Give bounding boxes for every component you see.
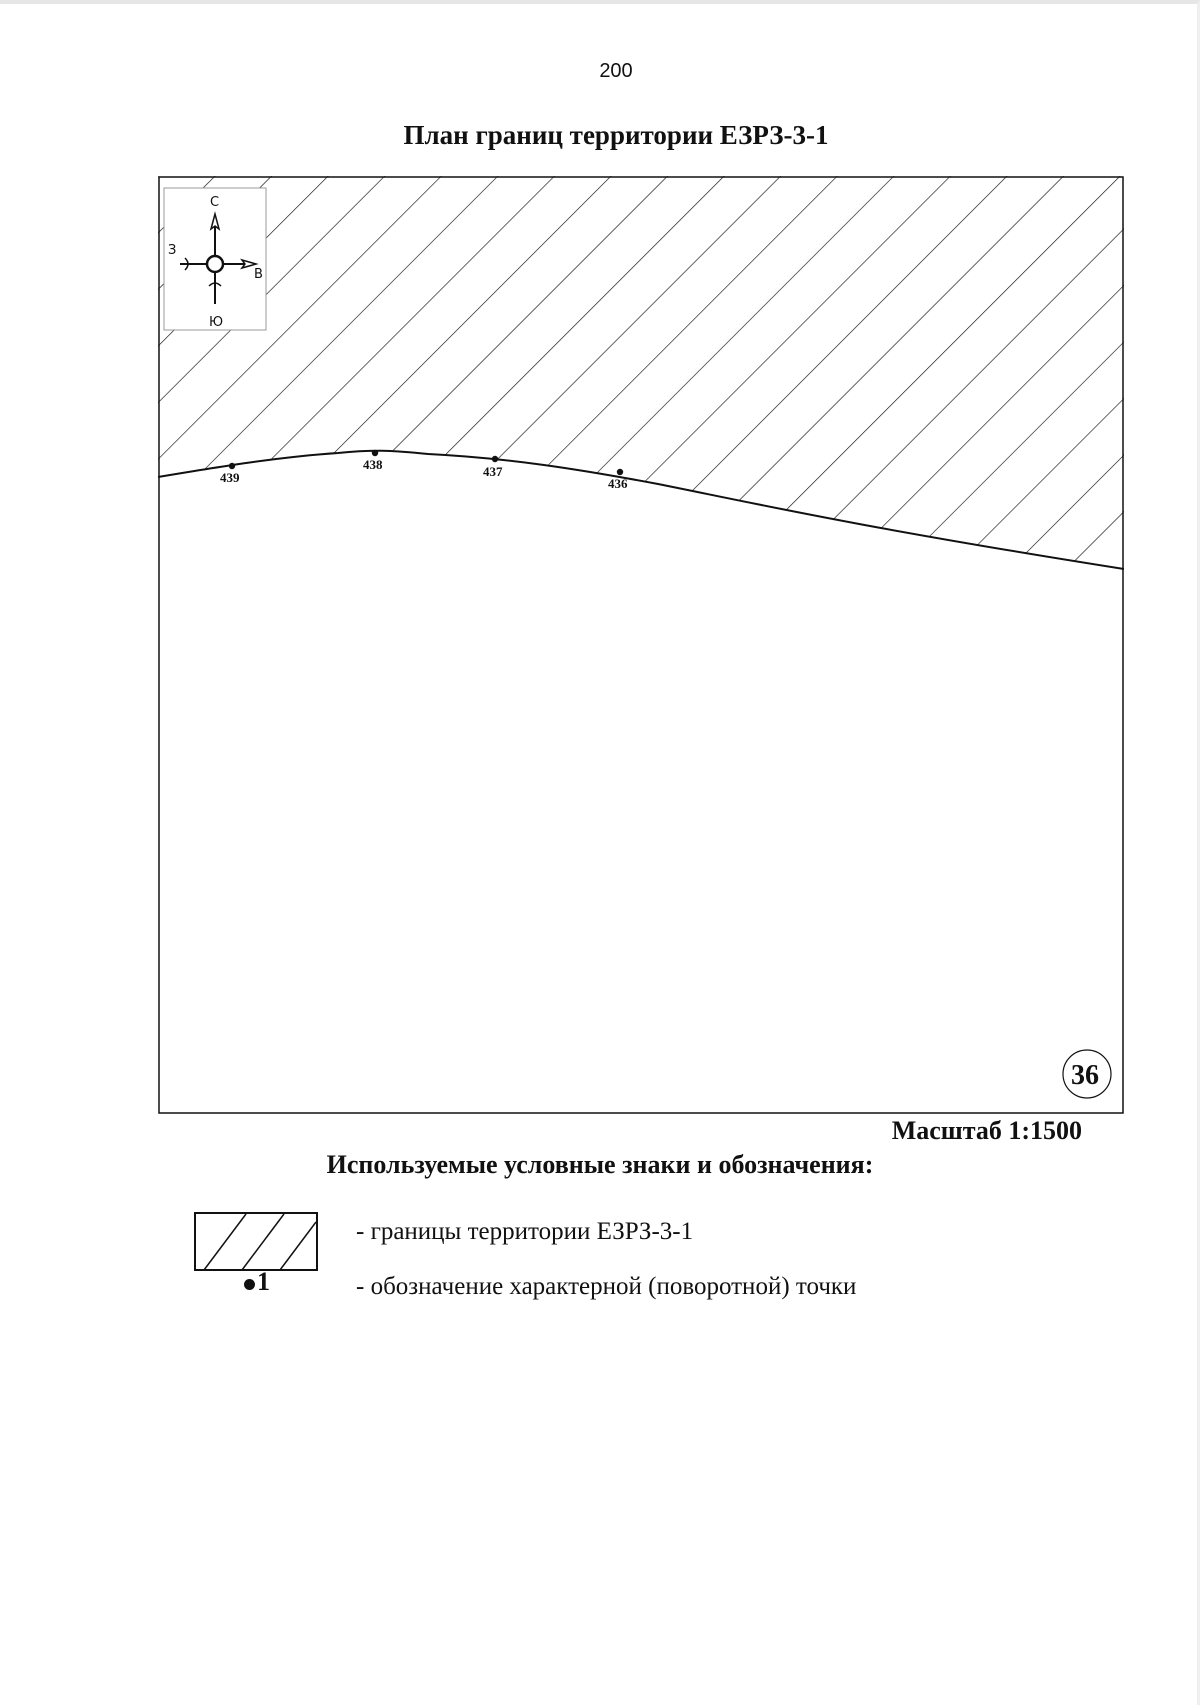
compass-north-label: С	[210, 195, 220, 210]
point-label-436: 436	[608, 476, 628, 491]
point-label-439: 439	[220, 470, 240, 485]
compass-west-label: З	[168, 243, 177, 258]
legend-item-boundary: - границы территории ЕЗРЗ-3-1	[356, 1218, 694, 1245]
point-label-437: 437	[483, 464, 503, 479]
boundary-map	[158, 176, 1124, 1114]
boundary-point-438	[363, 450, 383, 472]
legend-hatch-symbol	[194, 1212, 318, 1272]
legend-item-point: - обозначение характерной (поворотной) точки	[356, 1273, 857, 1300]
legend-heading: Используемые условные знаки и обозначения:	[326, 1150, 874, 1179]
scale-label: Масштаб 1:1500	[891, 1116, 1082, 1145]
sheet-number: 36	[1071, 1060, 1099, 1091]
compass-south-label: Ю	[209, 315, 224, 330]
point-label-438: 438	[363, 457, 383, 472]
hatched-zone	[158, 176, 1124, 1114]
map-title: План границ территории ЕЗРЗ-3-1	[403, 120, 829, 150]
page-number: 200	[599, 60, 633, 82]
legend-point-label: 1	[257, 1267, 270, 1296]
legend-point-symbol	[244, 1268, 270, 1296]
compass-rose	[164, 188, 266, 330]
compass-east-label: В	[254, 267, 263, 282]
point-dot-icon	[244, 1279, 255, 1290]
